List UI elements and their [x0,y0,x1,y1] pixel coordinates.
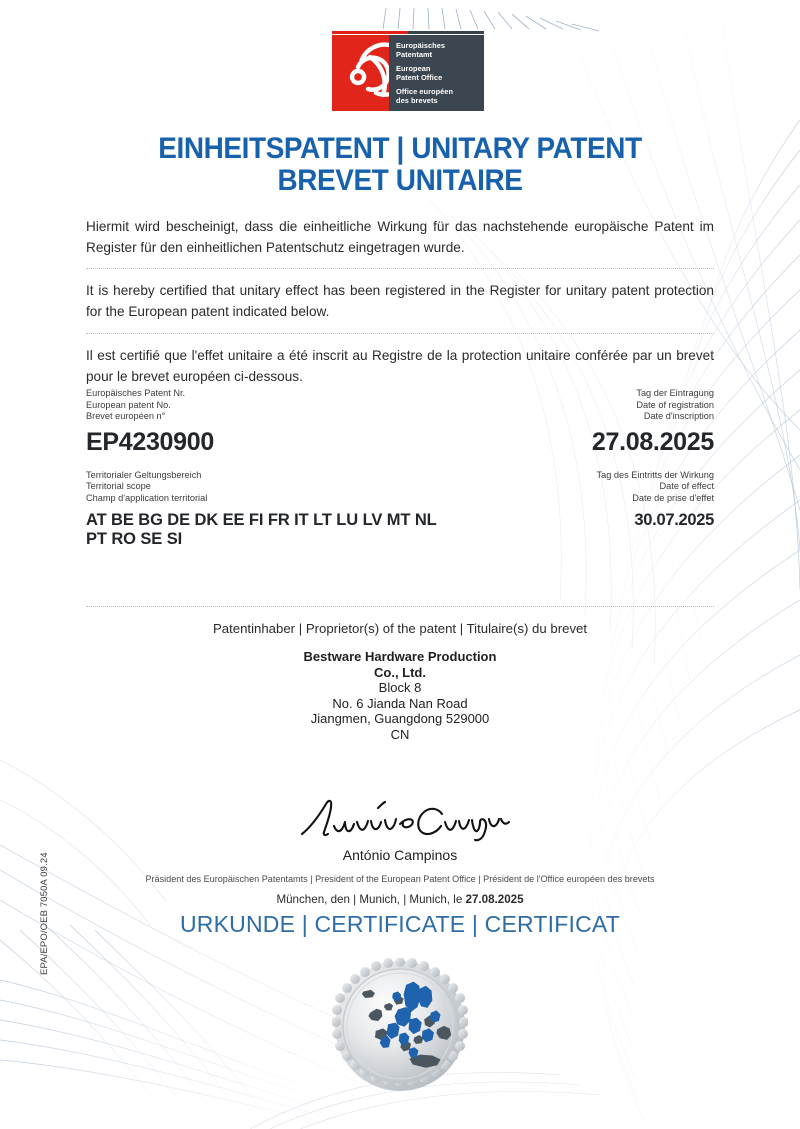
patent-number-label-de: Europäisches Patent Nr. [86,388,186,398]
proprietor-divider [86,606,714,607]
proprietor-name-line-2: Co., Ltd. [374,664,426,680]
proprietor-address-line-1: Block 8 [378,680,422,696]
epo-logo [332,35,484,111]
epo-logo-text-panel [389,35,484,111]
form-code: EPA/EPO/OEB 7050A 09.24 [38,852,49,975]
date-of-effect-value: 30.07.2025 [634,510,714,529]
logo-lang-de: Europäisches Patentamt [396,41,446,60]
eu-seal [332,958,468,1094]
registration-date-label-en: Date of registration [636,399,714,410]
logo-lang-fr: Office européen des brevets [396,87,454,106]
certificate-heading: URKUNDE | CERTIFICATE | CERTIFICAT [179,911,620,937]
epo-spiral-icon [332,35,389,111]
proprietor-section [0,620,800,743]
date-of-effect-label-de: Tag des Eintritts der Wirkung [596,469,714,480]
patent-number-value: EP4230900 [86,427,214,456]
signature-place-label: München, den | Munich, | Munich, le [276,893,463,906]
page-title [0,133,800,197]
handwritten-signature-icon [290,798,510,844]
certification-statements [86,216,714,398]
title-line-2: BREVET UNITAIRE [277,164,523,197]
signatory-name: António Campinos [342,847,458,863]
patent-number-labels [86,388,214,423]
logo-lang-en: European Patent Office [396,64,443,83]
date-of-effect-label-en: Date of effect [659,481,714,492]
signature-place-date [0,892,800,907]
statement-de: Hiermit wird bescheinigt, dass die einheitliche Wirkung für das nachstehende europäische Patent im Register für den einheitlichen Patentschutz eingetragen wurde. [86,219,714,255]
territorial-scope-value: AT BE BG DE DK EE FI FR IT LT LU LV MT NL PT RO SE SI [86,510,437,548]
signature-date: 27.08.2025 [465,893,524,906]
logo-top-rule [332,31,484,34]
signatory-title: Präsident des Europäischen Patentamts | President of the European Patent Office | Président de l'Office européen des brevets [145,874,655,884]
proprietor-country: CN [390,726,410,742]
territorial-scope-label-de: Territorialer Geltungsbereich [86,469,202,480]
registration-date-label-de: Tag der Eintragung [636,388,714,398]
patent-number-field [86,388,214,457]
patent-number-row [86,388,714,457]
territorial-scope-label-fr: Champ d'application territorial [86,492,208,503]
proprietor-address-line-3: Jiangmen, Guangdong 529000 [310,711,490,727]
statement-fr: Il est certifié que l'effet unitaire a été inscrit au Registre de la protection unitaire conférée par un brevet pour le brevet européen ci-dessous. [86,348,714,384]
signature-section [0,798,800,907]
statement-divider-2 [86,333,714,334]
patent-number-label-fr: Brevet européen n° [86,411,166,422]
registration-date-label-fr: Date d'inscription [643,411,714,422]
proprietor-label: Patentinhaber | Proprietor(s) of the patent | Titulaire(s) du brevet [212,621,588,636]
territorial-scope-labels [86,470,446,505]
proprietor-address-line-2: No. 6 Jianda Nan Road [332,695,468,711]
date-of-effect-label-fr: Date de prise d'effet [632,492,714,503]
territorial-scope-label-en: Territorial scope [86,481,151,492]
registration-date-labels [592,388,714,423]
territorial-scope-row [86,470,714,549]
statement-en: It is hereby certified that unitary effect has been registered in the Register for unitary patent protection for the European patent indicated below. [86,283,714,319]
date-of-effect-labels [597,470,714,505]
date-of-effect-field [597,470,714,530]
registration-date-value: 27.08.2025 [591,427,714,456]
patent-details [86,388,714,562]
patent-number-label-en: European patent No. [86,399,171,410]
rule-red-segment [332,31,408,34]
proprietor-name-line-1: Bestware Hardware Production [303,649,497,664]
territorial-scope-field [86,470,446,549]
proprietor-details [0,649,800,743]
statement-divider-1 [86,268,714,269]
top-fan-pattern [0,0,800,40]
title-line-1: EINHEITSPATENT | UNITARY PATENT [158,132,642,165]
registration-date-field [592,388,714,457]
rule-navy-segment [408,31,484,34]
